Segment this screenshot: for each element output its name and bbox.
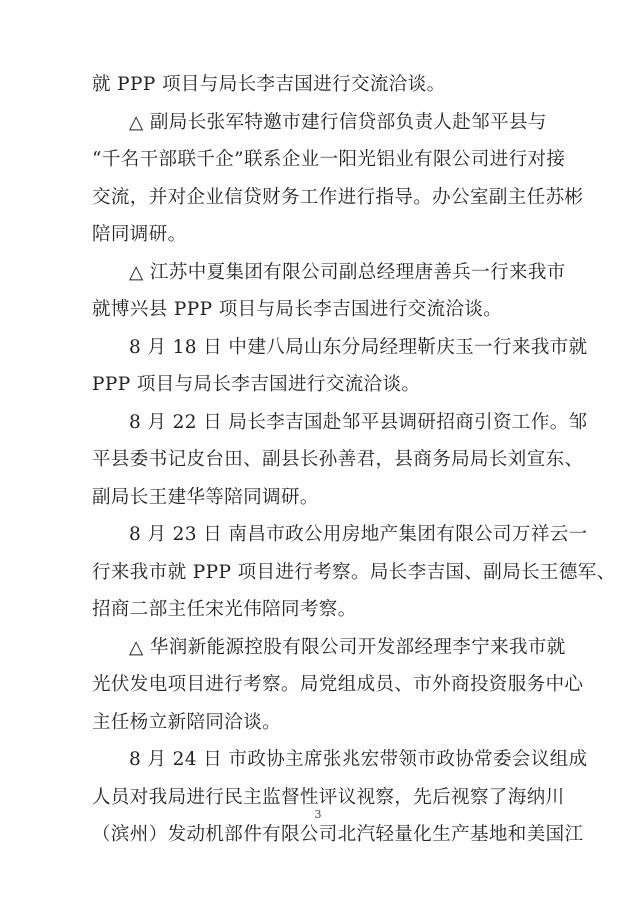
text-line: 8 月 23 日 南昌市政公用房地产集团有限公司万祥云一 <box>129 524 588 545</box>
page-number: 3 <box>314 808 322 821</box>
text-line: 招商二部主任宋光伟陪同考察。 <box>92 599 357 620</box>
text-line: “千名干部联千企”联系企业一阳光铝业有限公司进行对接 <box>92 149 566 170</box>
text-line: 就博兴县 PPP 项目与局长李吉国进行交流洽谈。 <box>92 299 503 320</box>
text-line: 行来我市就 PPP 项目进行考察。局长李吉国、副局长王德军、 <box>92 561 616 583</box>
text-line: 陪同调研。 <box>92 224 187 245</box>
text-line: 人员对我局进行民主监督性评议视察，先后视察了海纳川 <box>92 786 565 808</box>
text-line: △ 华润新能源控股有限公司开发部经理李宁来我市就 <box>129 636 566 658</box>
text-line: 主任杨立新陪同洽谈。 <box>92 711 282 733</box>
text-line: PPP 项目与局长李吉国进行交流洽谈。 <box>92 374 421 395</box>
text-line: 平县委书记皮台田、副县长孙善君，县商务局局长刘宣东、 <box>92 449 584 470</box>
text-line: 副局长王建华等陪同调研。 <box>92 486 319 508</box>
text-line: 8 月 18 日 中建八局山东分局经理靳庆玉一行来我市就 <box>129 336 588 358</box>
text-line: 8 月 22 日 局长李吉国赴邹平县调研招商引资工作。邹 <box>129 411 588 433</box>
text-line: 8 月 24 日 市政协主席张兆宏带领市政协常委会议组成 <box>129 749 588 770</box>
text-line: △ 副局长张军特邀市建行信贷部负责人赴邹平县与 <box>129 111 547 133</box>
text-line: △ 江苏中夏集团有限公司副总经理唐善兵一行来我市 <box>129 261 566 283</box>
text-line: 交流，并对企业信贷财务工作进行指导。办公室副主任苏彬 <box>92 186 584 208</box>
text-line: （滨州）发动机部件有限公司北汽轻量化生产基地和美国江 <box>92 824 584 845</box>
text-line: 就 PPP 项目与局长李吉国进行交流洽谈。 <box>92 74 446 95</box>
text-line: 光伏发电项目进行考察。局党组成员、市外商投资服务中心 <box>92 674 584 695</box>
body-text <box>92 66 616 854</box>
